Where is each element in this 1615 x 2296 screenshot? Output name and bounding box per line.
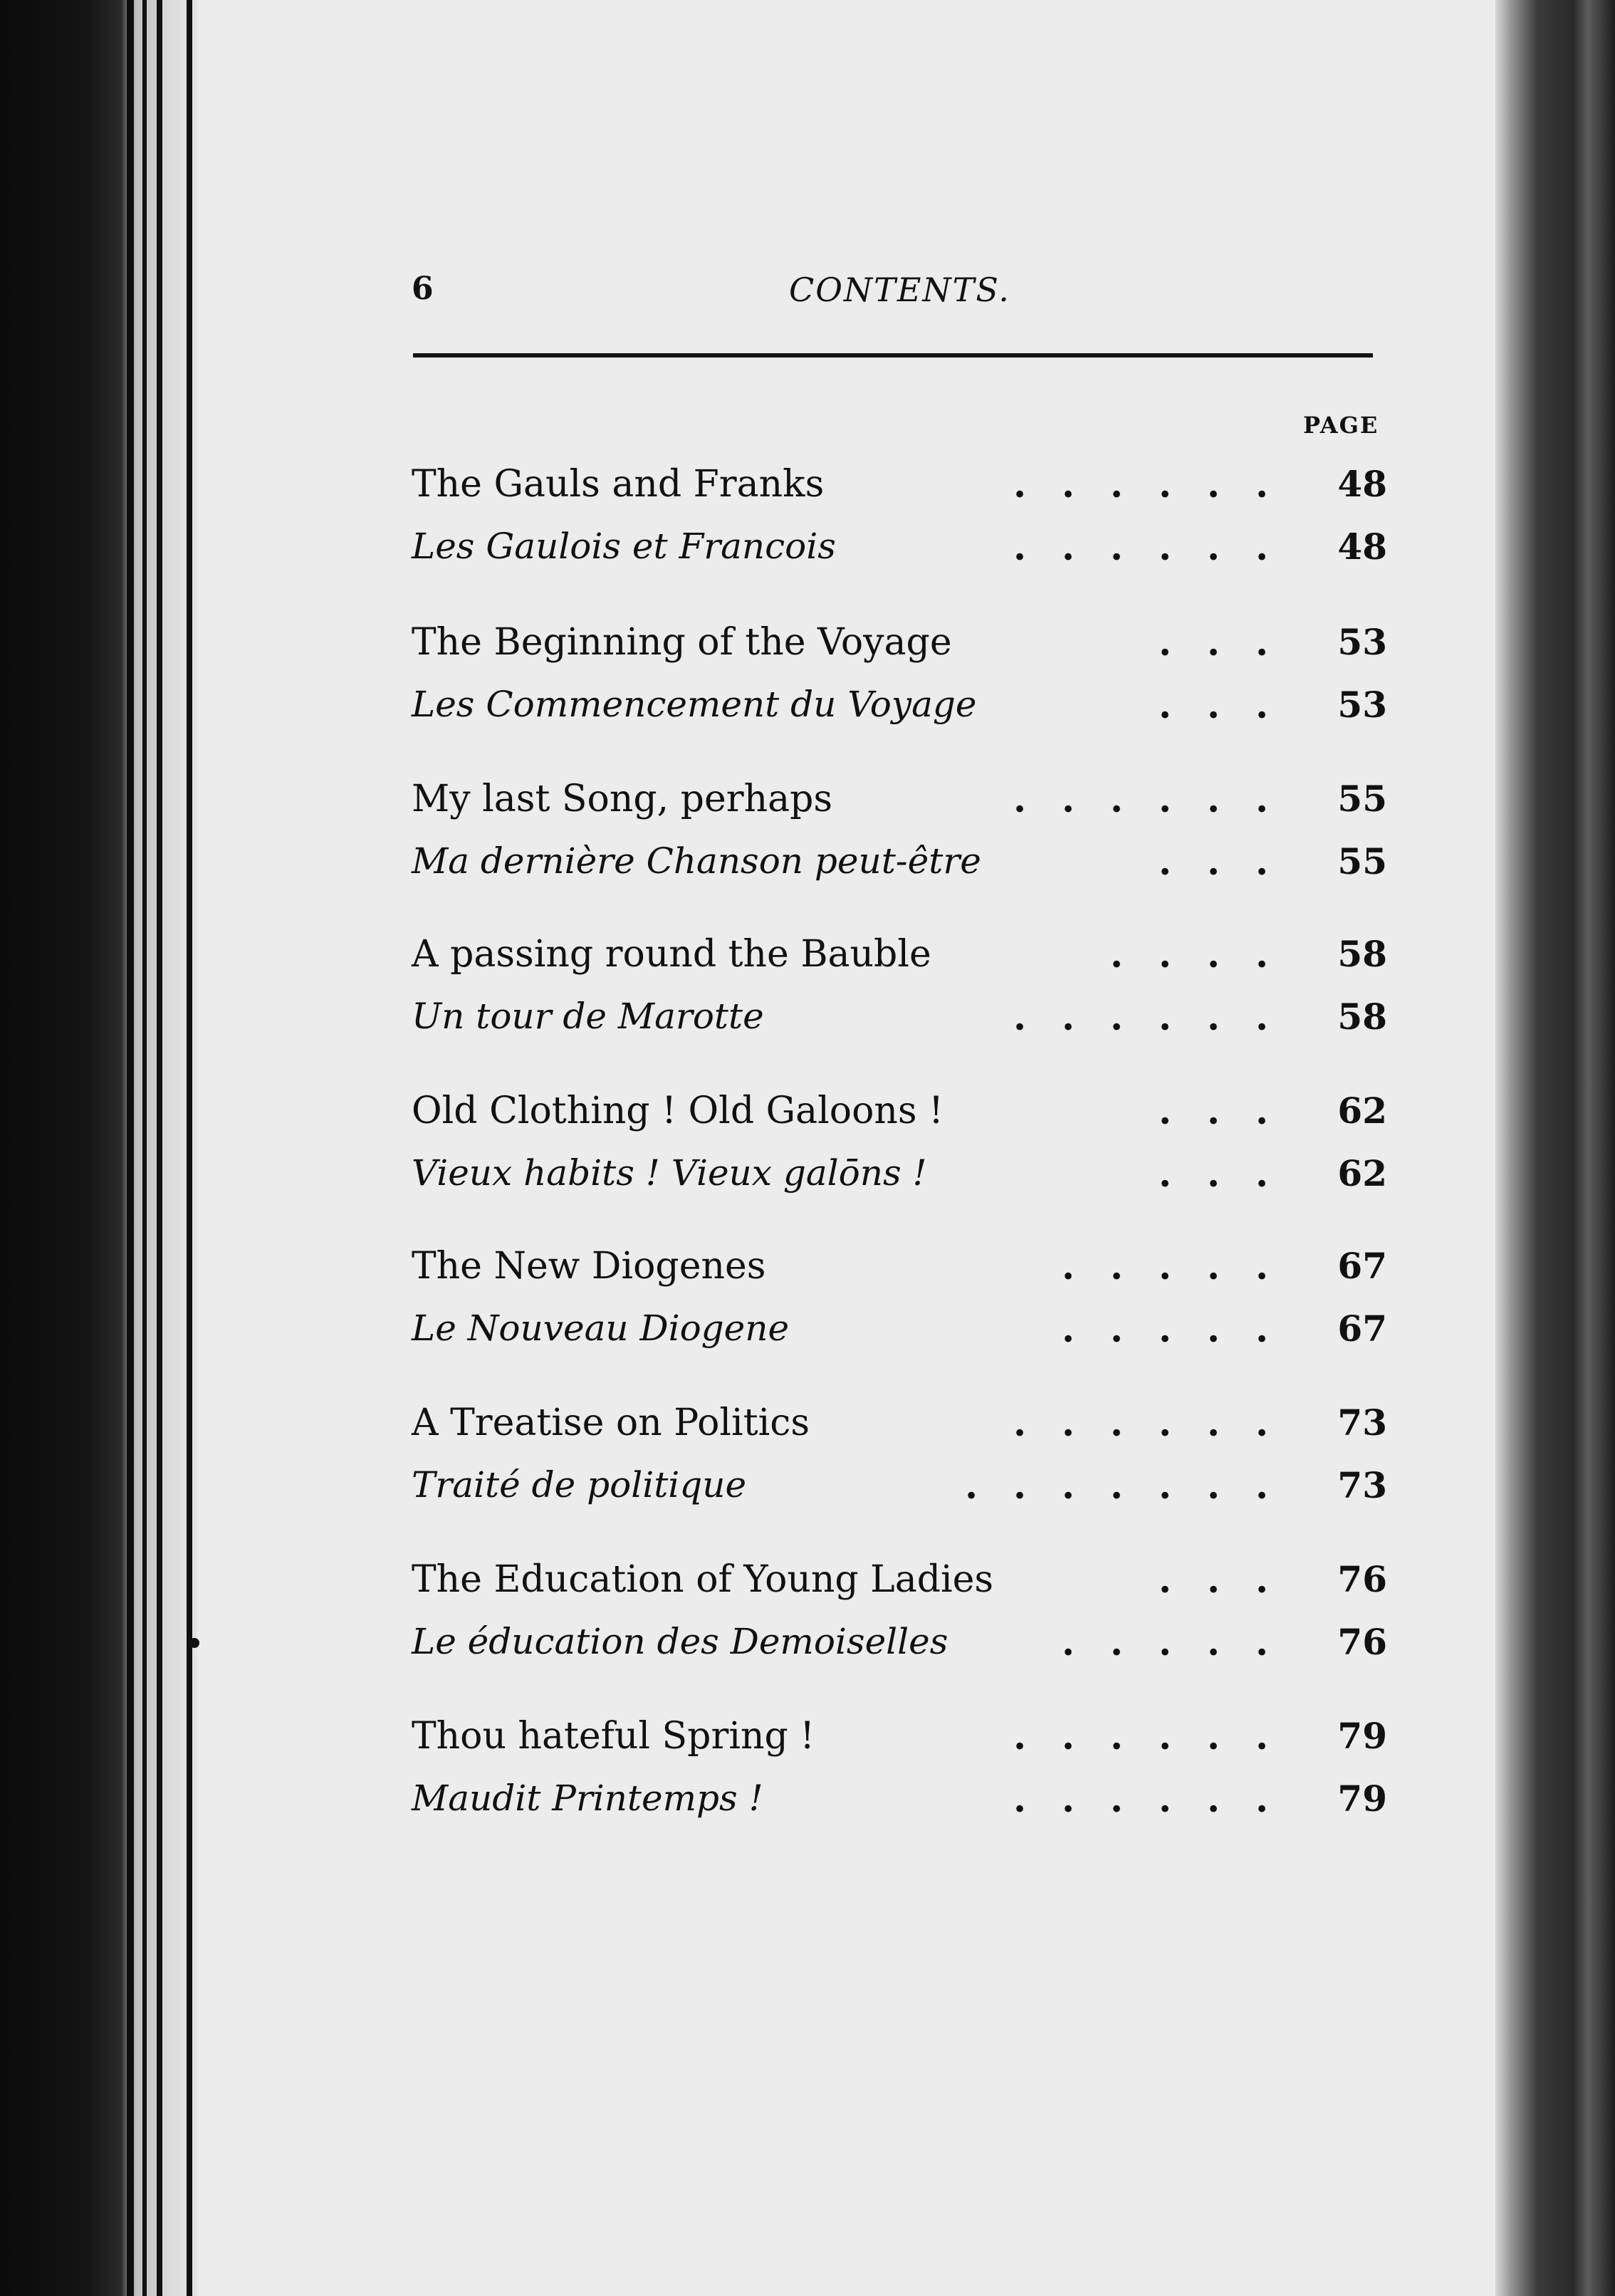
- header-rule: [413, 353, 1373, 358]
- toc-entry-title: Le Nouveau Diogene: [412, 1308, 790, 1349]
- leader-dots: . . . . .: [1061, 1308, 1269, 1351]
- toc-entry-page: 67: [1337, 1308, 1387, 1350]
- leader-dots: . . . . . .: [1013, 526, 1269, 569]
- toc-entry-page: 58: [1337, 933, 1387, 975]
- toc-entry-title: Ma dernière Chanson peut-être: [412, 840, 981, 882]
- toc-entry: [412, 463, 1387, 513]
- toc-entry-title: Traité de politique: [412, 1464, 747, 1506]
- leader-dots: . . . . . .: [1013, 1402, 1269, 1445]
- toc-entry: [412, 1558, 1387, 1608]
- toc-entry: [412, 1152, 1387, 1202]
- toc-entry-title: Les Gaulois et Francois: [412, 526, 836, 567]
- toc-entry-title: Maudit Printemps !: [412, 1778, 763, 1819]
- leader-dots: . . . . . .: [1013, 996, 1269, 1039]
- leader-dots: . . . . . .: [1013, 778, 1269, 821]
- toc-entry-page: 76: [1337, 1621, 1387, 1663]
- page-stack-edge: [127, 0, 134, 2296]
- toc-entry-page: 55: [1337, 840, 1387, 882]
- toc-entry: [412, 1715, 1387, 1765]
- leader-dots: . . .: [1158, 1090, 1269, 1133]
- toc-entry-title: My last Song, perhaps: [412, 778, 833, 820]
- toc-entry-page: 55: [1337, 778, 1387, 820]
- toc-entry: [412, 996, 1387, 1045]
- toc-entry-page: 76: [1337, 1558, 1387, 1600]
- toc-entry: [412, 526, 1387, 575]
- toc-entry-page: 67: [1337, 1245, 1387, 1287]
- toc-entry-page: 73: [1337, 1402, 1387, 1444]
- page-stack-edge: [187, 0, 192, 2296]
- toc-entry-title: A passing round the Bauble: [412, 933, 931, 976]
- toc-entry-page: 48: [1337, 526, 1387, 568]
- toc-entry-page: 53: [1337, 684, 1387, 726]
- toc-entry: [412, 1090, 1387, 1139]
- toc-entry-page: 79: [1337, 1778, 1387, 1820]
- toc-entry: [412, 1621, 1387, 1671]
- leader-dots: . . . .: [1109, 933, 1269, 976]
- book-gutter: [1495, 0, 1615, 2296]
- leader-dots: . . . . .: [1061, 1245, 1269, 1288]
- leader-dots: . . . . . . .: [964, 1464, 1269, 1508]
- toc-entry-title: Un tour de Marotte: [412, 996, 764, 1037]
- toc-entry-title: Les Commencement du Voyage: [412, 684, 977, 725]
- toc-entry-page: 79: [1337, 1715, 1387, 1757]
- toc-entry: [412, 621, 1387, 671]
- page-stack-edge: [157, 0, 162, 2296]
- leader-dots: . . . . . .: [1013, 1778, 1269, 1821]
- toc-entry-title: A Treatise on Politics: [412, 1402, 810, 1444]
- leader-dots: . . .: [1158, 621, 1269, 664]
- toc-entry-title: The Gauls and Franks: [412, 463, 825, 506]
- book-page: [197, 0, 1521, 2296]
- toc-entry-title: The Beginning of the Voyage: [412, 621, 952, 664]
- toc-entry: [412, 933, 1387, 983]
- toc-entry-title: Vieux habits ! Vieux galōns !: [412, 1152, 927, 1194]
- leader-dots: . . .: [1158, 1558, 1269, 1602]
- toc-entry-title: The Education of Young Ladies: [412, 1558, 994, 1601]
- leader-dots: . . .: [1158, 1152, 1269, 1196]
- leader-dots: . . . . . .: [1013, 463, 1269, 506]
- toc-entry: [412, 778, 1387, 828]
- toc-entry-title: Thou hateful Spring !: [412, 1715, 815, 1758]
- running-head: CONTENTS.: [789, 271, 1010, 309]
- page-number: 6: [412, 271, 434, 307]
- scan-left-margin: [0, 0, 214, 2296]
- page-header: [412, 271, 1373, 320]
- toc-entry-page: 62: [1337, 1152, 1387, 1194]
- toc-entry-page: 58: [1337, 996, 1387, 1038]
- toc-entry: [412, 840, 1387, 890]
- toc-entry: [412, 1778, 1387, 1827]
- leader-dots: . . . . .: [1061, 1621, 1269, 1664]
- toc-entry: [412, 684, 1387, 734]
- toc-entry-page: 73: [1337, 1464, 1387, 1506]
- leader-dots: . . .: [1158, 840, 1269, 884]
- toc-entry: [412, 1308, 1387, 1357]
- toc-entry: [412, 1402, 1387, 1451]
- page-stack-edge: [142, 0, 147, 2296]
- toc-entry-title: Old Clothing ! Old Galoons !: [412, 1090, 944, 1132]
- toc-entry-page: 62: [1337, 1090, 1387, 1132]
- leader-dots: . . . . . .: [1013, 1715, 1269, 1758]
- toc-entry-page: 53: [1337, 621, 1387, 663]
- toc-entry-page: 48: [1337, 463, 1387, 505]
- toc-entry-title: Le éducation des Demoiselles: [412, 1621, 948, 1662]
- toc-entry-title: The New Diogenes: [412, 1245, 766, 1288]
- page-column-label: PAGE: [1303, 412, 1379, 439]
- leader-dots: . . .: [1158, 684, 1269, 727]
- toc-entry: [412, 1464, 1387, 1514]
- toc-entry: [412, 1245, 1387, 1295]
- ink-speck: [189, 1638, 199, 1648]
